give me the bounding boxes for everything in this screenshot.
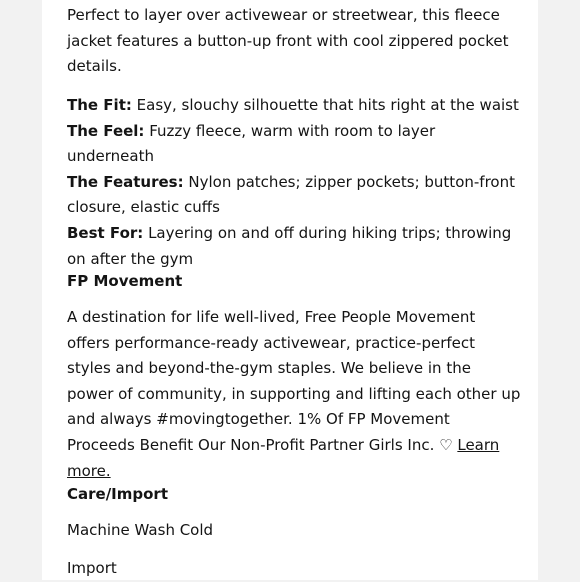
spec-value: Layering on and off during hiking trips; throwing on after the gym	[67, 223, 512, 268]
care-heading: Care/Import	[67, 485, 169, 503]
spec-value: Easy, slouchy silhouette that hits right at the waist	[136, 96, 519, 114]
care-wash-instruction: Machine Wash Cold	[67, 521, 214, 539]
spec-label: The Features:	[67, 172, 184, 191]
spec-label: Best For:	[67, 223, 144, 242]
spec-label: The Fit:	[67, 96, 132, 114]
spec-best-for	[67, 221, 522, 272]
brand-about-body: A destination for life well-lived, Free People Movement offers performance-ready activewear, practice-perfect styles and beyond-the-gym staples. We believe in the power of community, in supporting and lifting each other up and always #movingtogether. 1% Of FP Movement Proceeds Benefit Our Non-Profit Partner Girls Inc. ♡	[67, 308, 521, 454]
spec-feel	[67, 119, 522, 170]
learn-more-link[interactable]: Learn more.	[67, 435, 500, 480]
brand-about-text	[67, 305, 522, 484]
spec-features	[67, 170, 522, 221]
spec-label: The Feel:	[67, 121, 145, 140]
spec-value: Fuzzy fleece, warm with room to layer underneath	[67, 121, 436, 166]
spec-fit	[67, 93, 522, 119]
care-origin: Import	[67, 559, 117, 577]
brand-heading: FP Movement	[67, 272, 183, 290]
intro-text: Perfect to layer over activewear or streetwear, this fleece jacket features a button-up front with cool zippered pocket details.	[67, 6, 509, 76]
spec-list	[67, 93, 522, 272]
spec-value: Nylon patches; zipper pockets; button-front closure, elastic cuffs	[67, 172, 515, 217]
